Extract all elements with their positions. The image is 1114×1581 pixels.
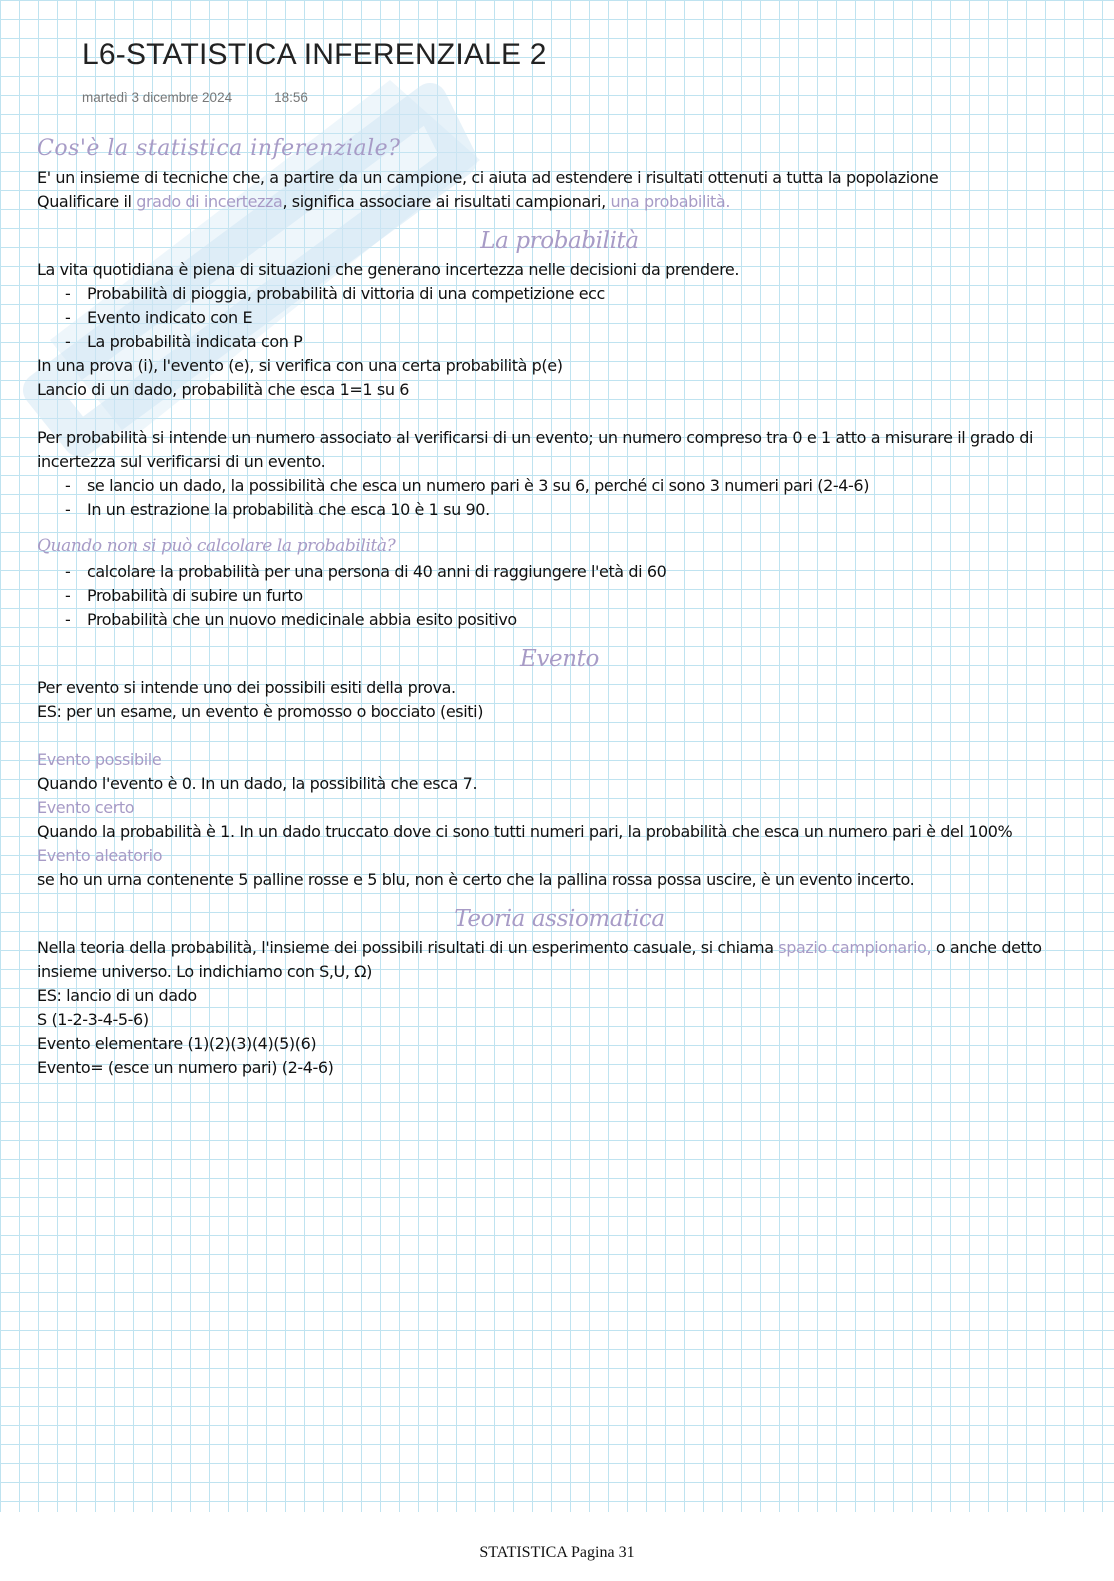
section-heading-evento: Evento: [520, 646, 599, 672]
text: Qualificare il: [37, 192, 137, 211]
paragraph: [37, 190, 1082, 214]
paragraph: ES: lancio di un dado: [37, 986, 197, 1005]
paragraph: E' un insieme di tecniche che, a partire da un campione, ci aiuta ad estendere i risultati ottenuti a tutta la popolazione: [37, 168, 939, 187]
page-time: 18:56: [274, 90, 308, 105]
text: Nella teoria della probabilità, l'insieme dei possibili risultati di un esperimento casuale, si chiama: [37, 938, 779, 957]
text: o anche detto insieme universo. Lo indichiamo con S,U, Ω): [37, 938, 1042, 981]
paragraph: ES: per un esame, un evento è promosso o bocciato (esiti): [37, 702, 484, 721]
paragraph: Quando l'evento è 0. In un dado, la possibilità che esca 7.: [37, 774, 478, 793]
subheading-evento-aleatorio: Evento aleatorio: [37, 846, 163, 865]
paragraph: se ho un urna contenente 5 palline rosse e 5 blu, non è certo che la pallina rossa possa uscire, è un evento incerto.: [37, 870, 915, 889]
paragraph: [37, 936, 1082, 984]
list-item: - Probabilità di pioggia, probabilità di vittoria di una competizione ecc: [65, 282, 1082, 306]
subheading-evento-certo: Evento certo: [37, 798, 135, 817]
list-item: - Probabilità che un nuovo medicinale abbia esito positivo: [65, 608, 1082, 632]
paragraph: Lancio di un dado, probabilità che esca 1=1 su 6: [37, 380, 410, 399]
highlight-text: grado di incertezza: [136, 192, 283, 211]
bullet-list: [37, 282, 1082, 354]
paragraph: Per probabilità si intende un numero associato al verificarsi di un evento; un numero compreso tra 0 e 1 atto a misurare il grado di incertezza sul verificarsi di un evento.: [37, 428, 1034, 471]
bullet-list: [37, 560, 1082, 632]
paragraph: Evento= (esce un numero pari) (2-4-6): [37, 1058, 334, 1077]
section-heading-statistica-inferenziale: Cos'è la statistica inferenziale?: [37, 136, 401, 161]
note-content: [37, 132, 1082, 1080]
subheading-evento-possibile: Evento possibile: [37, 750, 162, 769]
list-item: - Probabilità di subire un furto: [65, 584, 1082, 608]
list-item: - In un estrazione la probabilità che esca 10 è 1 su 90.: [65, 498, 1082, 522]
bullet-list: [37, 474, 1082, 522]
list-item: - Evento indicato con E: [65, 306, 1082, 330]
highlight-text: una probabilità.: [610, 192, 731, 211]
list-item: - se lancio un dado, la possibilità che esca un numero pari è 3 su 6, perché ci sono 3 numeri pari (2-4-6): [65, 474, 1082, 498]
paragraph: Per evento si intende uno dei possibili esiti della prova.: [37, 678, 456, 697]
page-meta: [82, 90, 308, 105]
section-heading-teoria-assiomatica: Teoria assiomatica: [454, 906, 665, 932]
paragraph: Evento elementare (1)(2)(3)(4)(5)(6): [37, 1034, 317, 1053]
page-footer: STATISTICA Pagina 31: [479, 1544, 635, 1561]
paragraph: Quando la probabilità è 1. In un dado truccato dove ci sono tutti numeri pari, la probabilità che esca un numero pari è del 100%: [37, 822, 1013, 841]
paragraph: In una prova (i), l'evento (e), si verifica con una certa probabilità p(e): [37, 356, 563, 375]
list-item: - calcolare la probabilità per una persona di 40 anni di raggiungere l'età di 60: [65, 560, 1082, 584]
text: , significa associare ai risultati campionari,: [282, 192, 611, 211]
highlight-text: spazio campionario,: [778, 938, 932, 957]
paragraph: S (1-2-3-4-5-6): [37, 1010, 149, 1029]
paragraph: La vita quotidiana è piena di situazioni che generano incertezza nelle decisioni da prendere.: [37, 260, 740, 279]
section-heading-quando-non-calcolare: Quando non si può calcolare la probabilità?: [37, 536, 396, 556]
list-item: - La probabilità indicata con P: [65, 330, 1082, 354]
page-date: martedì 3 dicembre 2024: [82, 90, 233, 105]
section-heading-probabilita: La probabilità: [480, 228, 639, 254]
page-title: L6-STATISTICA INFERENZIALE 2: [82, 38, 547, 71]
